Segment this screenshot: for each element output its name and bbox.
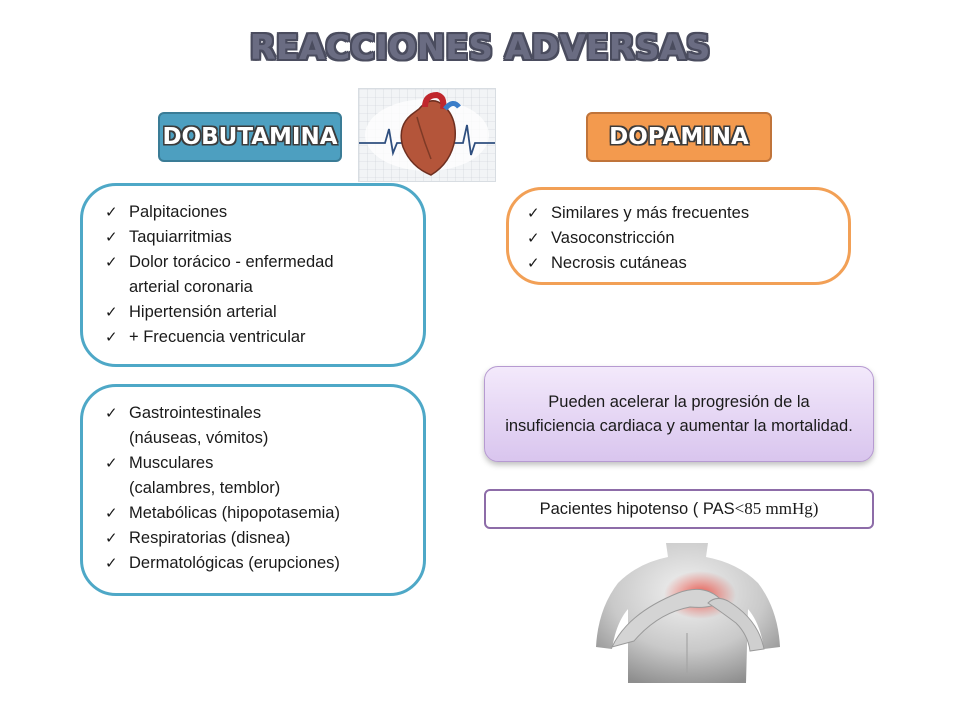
list-item: ✓ Hipertensión arterial: [105, 300, 423, 325]
check-icon: ✓: [105, 229, 118, 246]
list-item: ✓ Dermatológicas (erupciones): [105, 551, 423, 576]
list-item-continuation: arterial coronaria: [129, 278, 253, 296]
list-item: ✓ Respiratorias (disnea): [105, 526, 423, 551]
list-item: ✓ Necrosis cutáneas: [527, 251, 848, 276]
check-icon: ✓: [105, 530, 118, 547]
check-icon: ✓: [105, 505, 118, 522]
list-item-continuation: (náuseas, vómitos): [129, 429, 269, 447]
dopamina-label: DOPAMINA: [586, 112, 772, 162]
page-title: REACCIONES ADVERSAS: [249, 28, 711, 68]
check-icon: ✓: [105, 555, 118, 572]
check-icon: ✓: [105, 329, 118, 346]
check-icon: ✓: [527, 205, 540, 222]
check-icon: ✓: [527, 230, 540, 247]
list-item-continuation: (calambres, temblor): [129, 479, 281, 497]
dobutamina-systemic-effects-box: [80, 384, 426, 596]
check-icon: ✓: [105, 405, 118, 422]
list-item: ✓ Taquiarritmias: [105, 225, 423, 250]
dobutamina-effects-box: [80, 183, 426, 367]
list-item: ✓ Vasoconstricción: [527, 226, 848, 251]
warning-note: Pueden acelerar la progresión de la insuficiencia cardiaca y aumentar la mortalidad.: [484, 366, 874, 462]
list-item: ✓ + Frecuencia ventricular: [105, 325, 423, 350]
check-icon: ✓: [105, 254, 118, 271]
list-item: ✓ Dolor torácico - enfermedad: [105, 250, 423, 275]
check-icon: ✓: [105, 455, 118, 472]
list-item: ✓ Palpitaciones: [105, 200, 423, 225]
check-icon: ✓: [105, 304, 118, 321]
check-icon: ✓: [105, 204, 118, 221]
dobutamina-label: DOBUTAMINA: [158, 112, 342, 162]
list-item: ✓ Similares y más frecuentes: [527, 201, 848, 226]
list-item: ✓ Musculares: [105, 451, 423, 476]
list-item: ✓ Gastrointestinales: [105, 401, 423, 426]
heart-ecg-image: [358, 88, 496, 182]
check-icon: ✓: [527, 255, 540, 272]
dopamina-effects-box: [506, 187, 851, 285]
chest-pain-person-image: [588, 543, 788, 683]
hypotensive-patients-note: Pacientes hipotenso ( PAS <85 mmHg): [484, 489, 874, 529]
list-item: ✓ Metabólicas (hipopotasemia): [105, 501, 423, 526]
